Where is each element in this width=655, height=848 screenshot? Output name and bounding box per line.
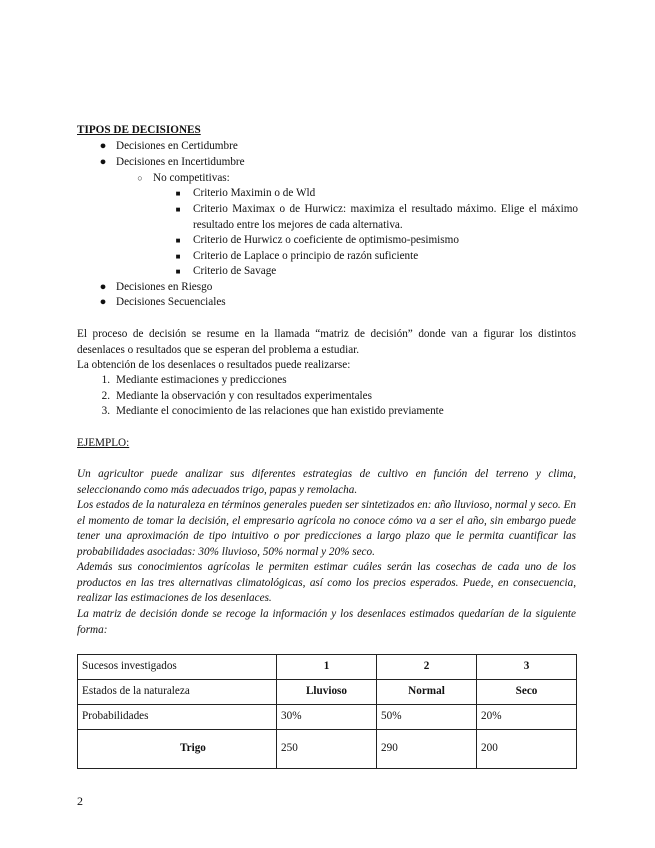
table-cell: Normal [377,680,477,705]
page-number: 2 [77,794,83,808]
paragraph: Un agricultor puede analizar sus diferentes estrategias de cultivo en función del terreno y clima, seleccionando como más adecuados trigo, papas y remolacha. [77,468,576,496]
table-cell: Probabilidades [78,705,277,730]
table-cell: 1 [277,655,377,680]
list-item: 3. Mediante el conocimiento de las relaciones que han existido previamente [101,405,444,417]
square-bullet-icon: ■ [175,189,181,198]
circle-bullet-icon: ○ [137,173,143,183]
list-item: ○ No competitivas: [0,171,655,187]
table-row [78,655,577,680]
paragraph: El proceso de decisión se resume en la llamada “matriz de decisión” donde van a figurar los distintos desenlaces o resultados que se esperan del problema a estudiar. [77,328,576,356]
square-bullet-icon: ■ [175,252,181,261]
table-cell: 250 [277,730,377,769]
square-bullet-icon: ■ [175,267,181,276]
list-item: ● Decisiones en Incertidumbre [0,155,655,171]
table-cell: Estados de la naturaleza [78,680,277,705]
table-cell: Trigo [78,730,277,769]
table-row [78,680,577,705]
list-item: 2. Mediante la observación y con resultados experimentales [101,390,372,402]
table-cell: 30% [277,705,377,730]
list-item: ■ Criterio de Hurwicz o coeficiente de optimismo-pesimismo [0,233,655,249]
bullet-icon: ● [99,296,107,308]
table-cell: 50% [377,705,477,730]
paragraph: La matriz de decisión donde se recoge la información y los desenlaces estimados quedarían de la siguiente forma: [77,608,576,636]
table-cell: 3 [477,655,577,680]
table-cell: 200 [477,730,577,769]
list-item: ● Decisiones en Certidumbre [0,139,655,155]
paragraph: La obtención de los desenlaces o resultados puede realizarse: [77,359,351,371]
decision-matrix-table [77,654,577,769]
bullet-icon: ● [99,156,107,168]
table-cell: 2 [377,655,477,680]
square-bullet-icon: ■ [175,236,181,245]
list-item: ■ Criterio de Savage [0,264,655,280]
table-cell: 290 [377,730,477,769]
table-cell: Seco [477,680,577,705]
section-heading: TIPOS DE DECISIONES [77,124,201,136]
square-bullet-icon: ■ [175,205,181,214]
paragraph: Además sus conocimientos agrícolas le permiten estimar cuáles serán las cosechas de cada uno de los productos en las tres alternativas climatológicas, así como los precios esperados. Puede, en consecuencia, realizar las estimaciones de los desenlaces. [77,561,576,605]
table-cell: 20% [477,705,577,730]
list-item: ● Decisiones en Riesgo [0,280,655,296]
paragraph: Los estados de la naturaleza en términos generales pueden ser sintetizados en: año lluvioso, normal y seco. En el momento de tomar la decisión, el empresario agrícola no conoce cómo va a ser el año, sin embargo puede tener una aproximación de tipo intuitivo o por predicciones a largo plazo que le permita cuantificar las probabilidades asociadas: 30% lluvioso, 50% normal y 20% seco. [77,499,576,558]
list-item: ■ Criterio Maximin o de Wld [0,186,655,202]
list-item: ■ Criterio Maximax o de Hurwicz: maximiza el resultado máximo. Elige el máximo resultado entre los mejores de cada alternativa. [0,202,655,218]
example-heading: EJEMPLO: [77,437,130,449]
list-item: ● Decisiones Secuenciales [0,295,655,311]
list-item: 1. Mediante estimaciones y predicciones [101,374,287,386]
table-row [78,705,577,730]
list-item: ■ Criterio de Laplace o principio de razón suficiente [0,249,655,265]
bullet-icon: ● [99,140,107,152]
table-cell: Lluvioso [277,680,377,705]
table-row [78,730,577,769]
table-cell: Sucesos investigados [78,655,277,680]
bullet-icon: ● [99,281,107,293]
